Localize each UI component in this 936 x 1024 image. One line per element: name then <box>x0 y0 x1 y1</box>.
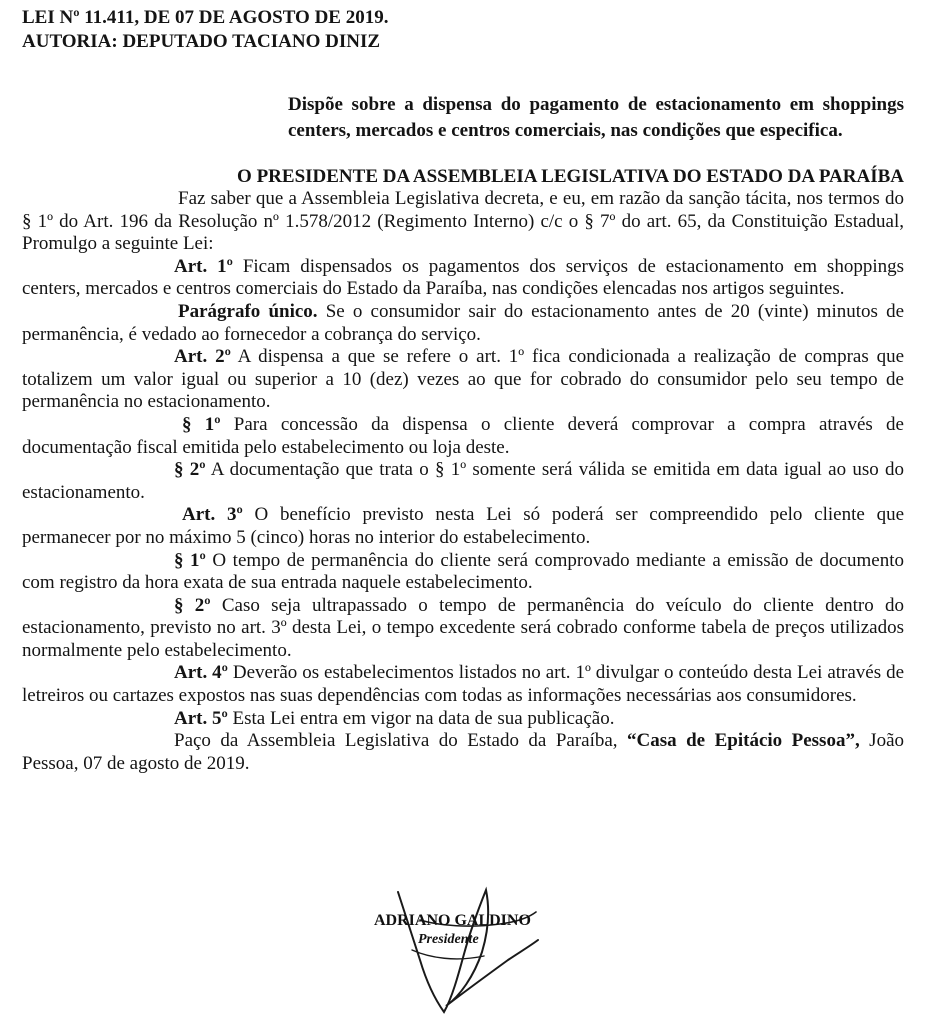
article-3-paragraph-2 <box>22 595 904 663</box>
article-text: A documentação que trata o § 1º somente será válida se emitida em data igual ao uso do estacionamento. <box>22 459 904 503</box>
article-text: O tempo de permanência do cliente será comprovado mediante a emissão de documento com registro da hora exata de sua entrada naquele estabelecimento. <box>22 549 905 594</box>
signature-stroke <box>412 950 484 959</box>
signer-name: ADRIANO GALDINO <box>374 912 531 929</box>
law-number: LEI Nº 11.411, DE 07 DE AGOSTO DE 2019. <box>22 7 389 28</box>
article-label: Art. 4º <box>174 662 228 684</box>
signer-role: Presidente <box>418 932 479 947</box>
article-label: § 2º <box>174 594 211 616</box>
law-body <box>22 188 904 775</box>
article-label: Art. 5º <box>174 707 228 729</box>
article-label: Art. 2º <box>174 346 231 368</box>
article-2-paragraph-1 <box>22 414 904 459</box>
article-text: O benefício previsto nesta Lei só poderá ser compreendido pelo cliente que permanecer por no máximo 5 (cinco) horas no interior do estabelecimento. <box>22 504 905 548</box>
closing-date: João Pessoa, 07 de agosto de 2019. <box>22 730 905 774</box>
law-summary: Dispõe sobre a dispensa do pagamento de estacionamento em shoppings centers, mercados e centros comerciais, nas condições que especifica. <box>288 94 904 141</box>
handwritten-signature <box>360 880 580 1020</box>
article-label: § 2º <box>174 459 206 481</box>
closing-paragraph <box>22 730 904 775</box>
article-label: Art. 1º <box>174 255 233 277</box>
signature-stroke <box>398 890 538 1012</box>
article-label: § 1º <box>174 549 206 571</box>
article-2 <box>22 346 904 414</box>
article-text: Deverão os estabelecimentos listados no art. 1º divulgar o conteúdo desta Lei através de letreiros ou cartazes expostos nas suas dependências com todas as informações necessárias aos consumidores. <box>22 662 905 707</box>
preamble: Faz saber que a Assembleia Legislativa decreta, e eu, em razão da sanção tácita, nos termos do § 1º do Art. 196 da Resolução nº 1.578/2012 (Regimento Interno) c/c o § 7º do art. 65, da Constituição Estadual, Promulgo a seguinte Lei: <box>22 188 904 255</box>
article-1-sole-paragraph <box>22 301 904 346</box>
article-label: Parágrafo único. <box>178 300 318 322</box>
article-3 <box>22 504 904 549</box>
article-5 <box>22 708 904 731</box>
article-text: Esta Lei entra em vigor na data de sua publicação. <box>232 707 615 729</box>
article-4 <box>22 662 904 707</box>
article-2-paragraph-2 <box>22 459 904 504</box>
article-text: Para concessão da dispensa o cliente deverá comprovar a compra através de documentação fiscal emitida pelo estabelecimento ou loja deste. <box>22 413 904 458</box>
article-label: Art. 3º <box>182 504 243 526</box>
article-text: Caso seja ultrapassado o tempo de permanência do veículo do cliente dentro do estacionamento, previsto no art. 3º desta Lei, o tempo excedente será cobrado conforme tabela de preços utilizados normalmente pelo estabelecimento. <box>22 594 904 661</box>
article-text: A dispensa a que se refere o art. 1º fica condicionada a realização de compras que totalizem um valor igual ou superior a 10 (dez) vezes ao que for cobrado do consumidor pelo seu tempo de permanência no estacionamento. <box>22 346 904 413</box>
article-label: § 1º <box>182 413 221 435</box>
palace-name: “Casa de Epitácio Pessoa”, <box>627 730 860 752</box>
closing-text: Paço da Assembleia Legislativa do Estado da Paraíba, <box>174 730 628 752</box>
president-heading: O PRESIDENTE DA ASSEMBLEIA LEGISLATIVA DO ESTADO DA PARAÍBA <box>237 166 904 187</box>
article-1 <box>22 256 904 301</box>
law-document <box>22 6 904 775</box>
article-3-paragraph-1 <box>22 550 904 595</box>
signature-block <box>360 880 580 1020</box>
article-text: Se o consumidor sair do estacionamento antes de 20 (vinte) minutos de permanência, é vedado ao fornecedor a cobrança do serviço. <box>22 300 904 345</box>
law-authorship: AUTORIA: DEPUTADO TACIANO DINIZ <box>22 31 381 52</box>
article-text: Ficam dispensados os pagamentos dos serviços de estacionamento em shoppings centers, mercados e centros comerciais do Estado da Paraíba, nas condições elencadas nos artigos seguintes. <box>22 255 904 300</box>
